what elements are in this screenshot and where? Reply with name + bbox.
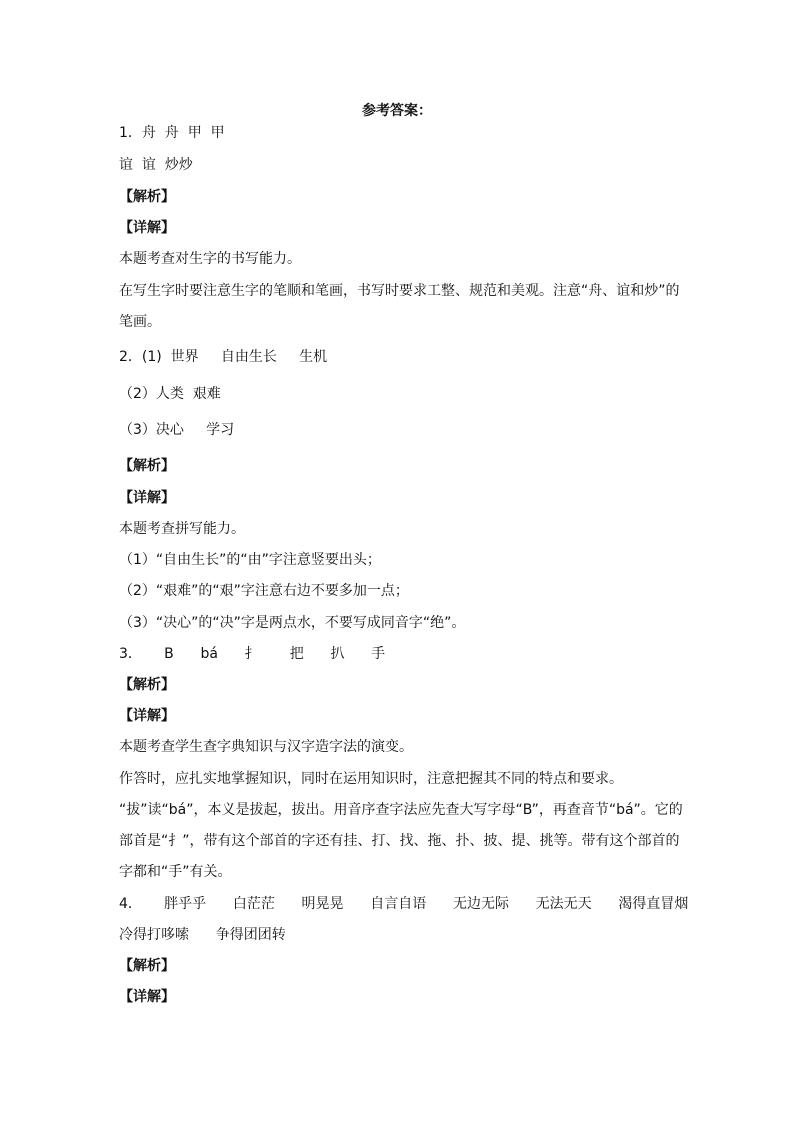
q3-answer-line-1: 3． B bá 扌 把 扒 手 <box>119 646 386 662</box>
q3-detail-text-4: 部首是“扌”，带有这个部首的字还有挂、打、找、拖、扑、披、提、挑等。带有这个部首的 <box>119 833 680 849</box>
q3-detail-heading: 【详解】 <box>119 708 175 724</box>
q2-detail-text-3: （2）“艰难”的“艰”字注意右边不要多加一点； <box>119 583 409 599</box>
q4-answer-line-1: 4． 胖乎乎 白茫茫 明晃晃 自言自语 无边无际 无法无天 渴得直冒烟 <box>119 896 689 912</box>
q1-analysis-heading: 【解析】 <box>119 189 175 205</box>
q3-detail-text-5: 字都和“手”有关。 <box>119 864 232 880</box>
q3-detail-text-2: 作答时，应扎实地掌握知识，同时在运用知识时，注意把握其不同的特点和要求。 <box>119 771 623 787</box>
q2-detail-heading: 【详解】 <box>119 490 175 506</box>
q2-answer-line-3: （3）决心 学习 <box>119 422 235 438</box>
q2-detail-text-1: 本题考查拼写能力。 <box>119 521 245 537</box>
q2-answer-line-2: （2）人类 艰难 <box>119 386 221 402</box>
q2-answer-line-1: 2．(1) 世界 自由生长 生机 <box>119 349 328 365</box>
q2-analysis-heading: 【解析】 <box>119 458 175 474</box>
q1-detail-text-1: 本题考查对生字的书写能力。 <box>119 251 301 267</box>
q4-analysis-heading: 【解析】 <box>119 958 175 974</box>
q3-detail-text-3: “拔”读“bá”，本义是拔起，拔出。用音序查字法应先查大写字母“B”，再查音节“bá”。它的 <box>119 802 683 818</box>
q2-detail-text-2: （1）“自由生长”的“由”字注意竖要出头； <box>119 552 381 568</box>
q1-detail-text-3: 笔画。 <box>119 314 161 330</box>
q3-detail-text-1: 本题考查学生查字典知识与汉字造字法的演变。 <box>119 739 413 755</box>
q4-answer-line-2: 冷得打哆嗦 争得团团转 <box>119 927 286 943</box>
q2-detail-text-4: （3）“决心”的“决”字是两点水，不要写成同音字“绝”。 <box>119 615 466 631</box>
q1-detail-heading: 【详解】 <box>119 220 175 236</box>
q4-detail-heading: 【详解】 <box>119 989 175 1005</box>
q1-answer-line-1: 1．舟 舟 甲 甲 <box>119 125 225 141</box>
q3-analysis-heading: 【解析】 <box>119 677 175 693</box>
q1-detail-text-2: 在写生字时要注意生字的笔顺和笔画，书写时要求工整、规范和美观。注意“舟、谊和炒”的 <box>119 283 680 299</box>
q1-answer-line-2: 谊 谊 炒炒 <box>119 157 193 173</box>
page-title: 参考答案： <box>362 103 432 119</box>
